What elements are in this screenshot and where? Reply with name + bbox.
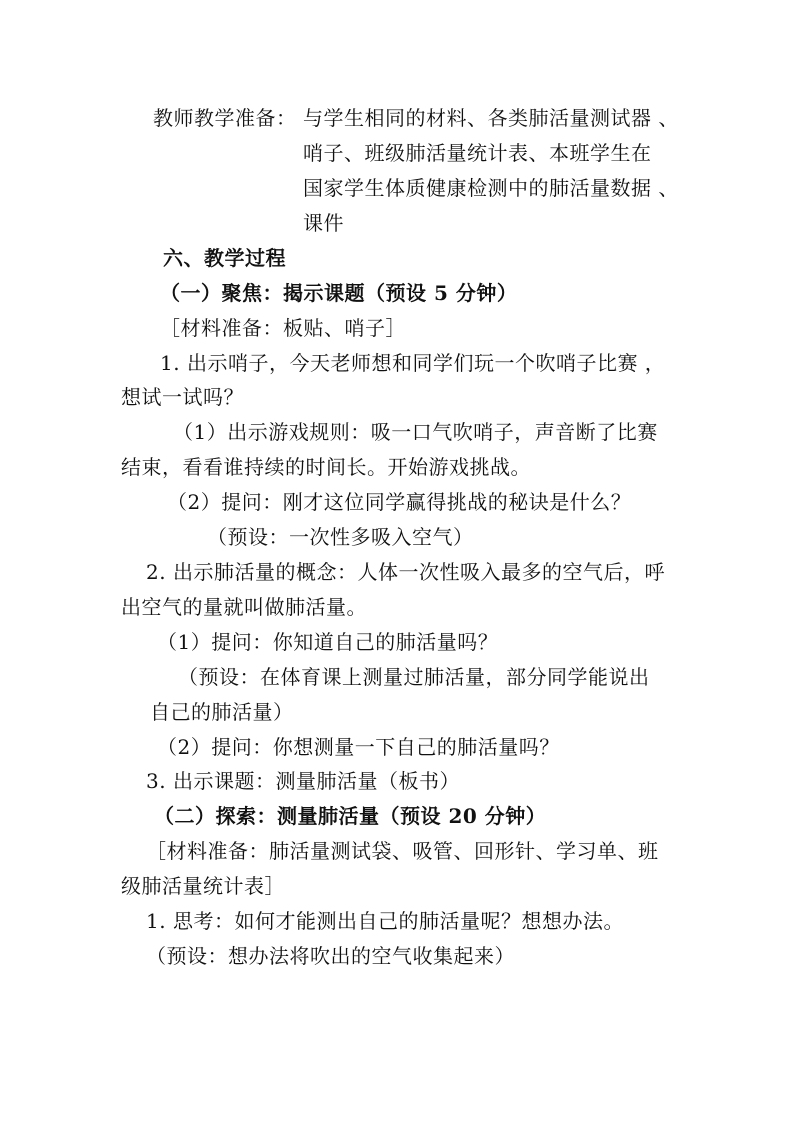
part1-rule-line2: 结束，看看谁持续的时间长。开始游戏挑战。 [121, 455, 531, 479]
prep-line-3: 国家学生体质健康检测中的肺活量数据 、 [303, 176, 679, 200]
part2-materials-line1: ［材料准备：肺活量测试袋、吸管、回形针、学习单、班 [146, 839, 659, 863]
part1-heading: （一）聚焦：揭示课题（预设 5 分钟） [160, 281, 518, 305]
prep-label: 教师教学准备： [153, 106, 297, 130]
part1-preset-2-line2: 自己的肺活量） [150, 700, 294, 724]
section-title: 六、教学过程 [163, 246, 286, 270]
part1-question-2: （2）提问：刚才这位同学赢得挑战的秘诀是什么？ [167, 490, 632, 514]
part2-item1: 1. 思考：如何才能测出自己的肺活量呢？想想办法。 [146, 909, 624, 933]
prep-line-1: 与学生相同的材料、各类肺活量测试器 、 [303, 106, 679, 130]
part2-preset: （预设：想办法将吹出的空气收集起来） [146, 944, 515, 968]
part1-item1-line1: 1. 出示哨子，今天老师想和同学们玩一个吹哨子比赛 ， [160, 351, 666, 375]
part1-preset-2-line1: （预设：在体育课上测量过肺活量，部分同学能说出 [178, 665, 650, 689]
part1-question-3: （1）提问：你知道自己的肺活量吗？ [157, 630, 499, 654]
part1-item2-line2: 出空气的量就叫做肺活量。 [121, 595, 367, 619]
part1-materials: ［材料准备：板贴、哨子］ [160, 316, 406, 340]
part2-materials-line2: 级肺活量统计表］ [121, 874, 285, 898]
part1-item3: 3. 出示课题：测量肺活量（板书） [146, 769, 460, 793]
part1-preset-1: （预设：一次性多吸入空气） [207, 525, 474, 549]
part1-item1-line2: 想试一试吗？ [121, 385, 244, 409]
prep-line-4: 课件 [303, 211, 344, 235]
part2-heading: （二）探索：测量肺活量（预设 20 分钟） [154, 804, 547, 828]
part1-item2-line1: 2. 出示肺活量的概念：人体一次性吸入最多的空气后，呼 [146, 560, 665, 584]
part1-rule-line1: （1）出示游戏规则：吸一口气吹哨子，声音断了比赛 [173, 420, 658, 444]
part1-question-4: （2）提问：你想测量一下自己的肺活量吗？ [157, 735, 560, 759]
prep-line-2: 哨子、班级肺活量统计表、本班学生在 [303, 141, 652, 165]
